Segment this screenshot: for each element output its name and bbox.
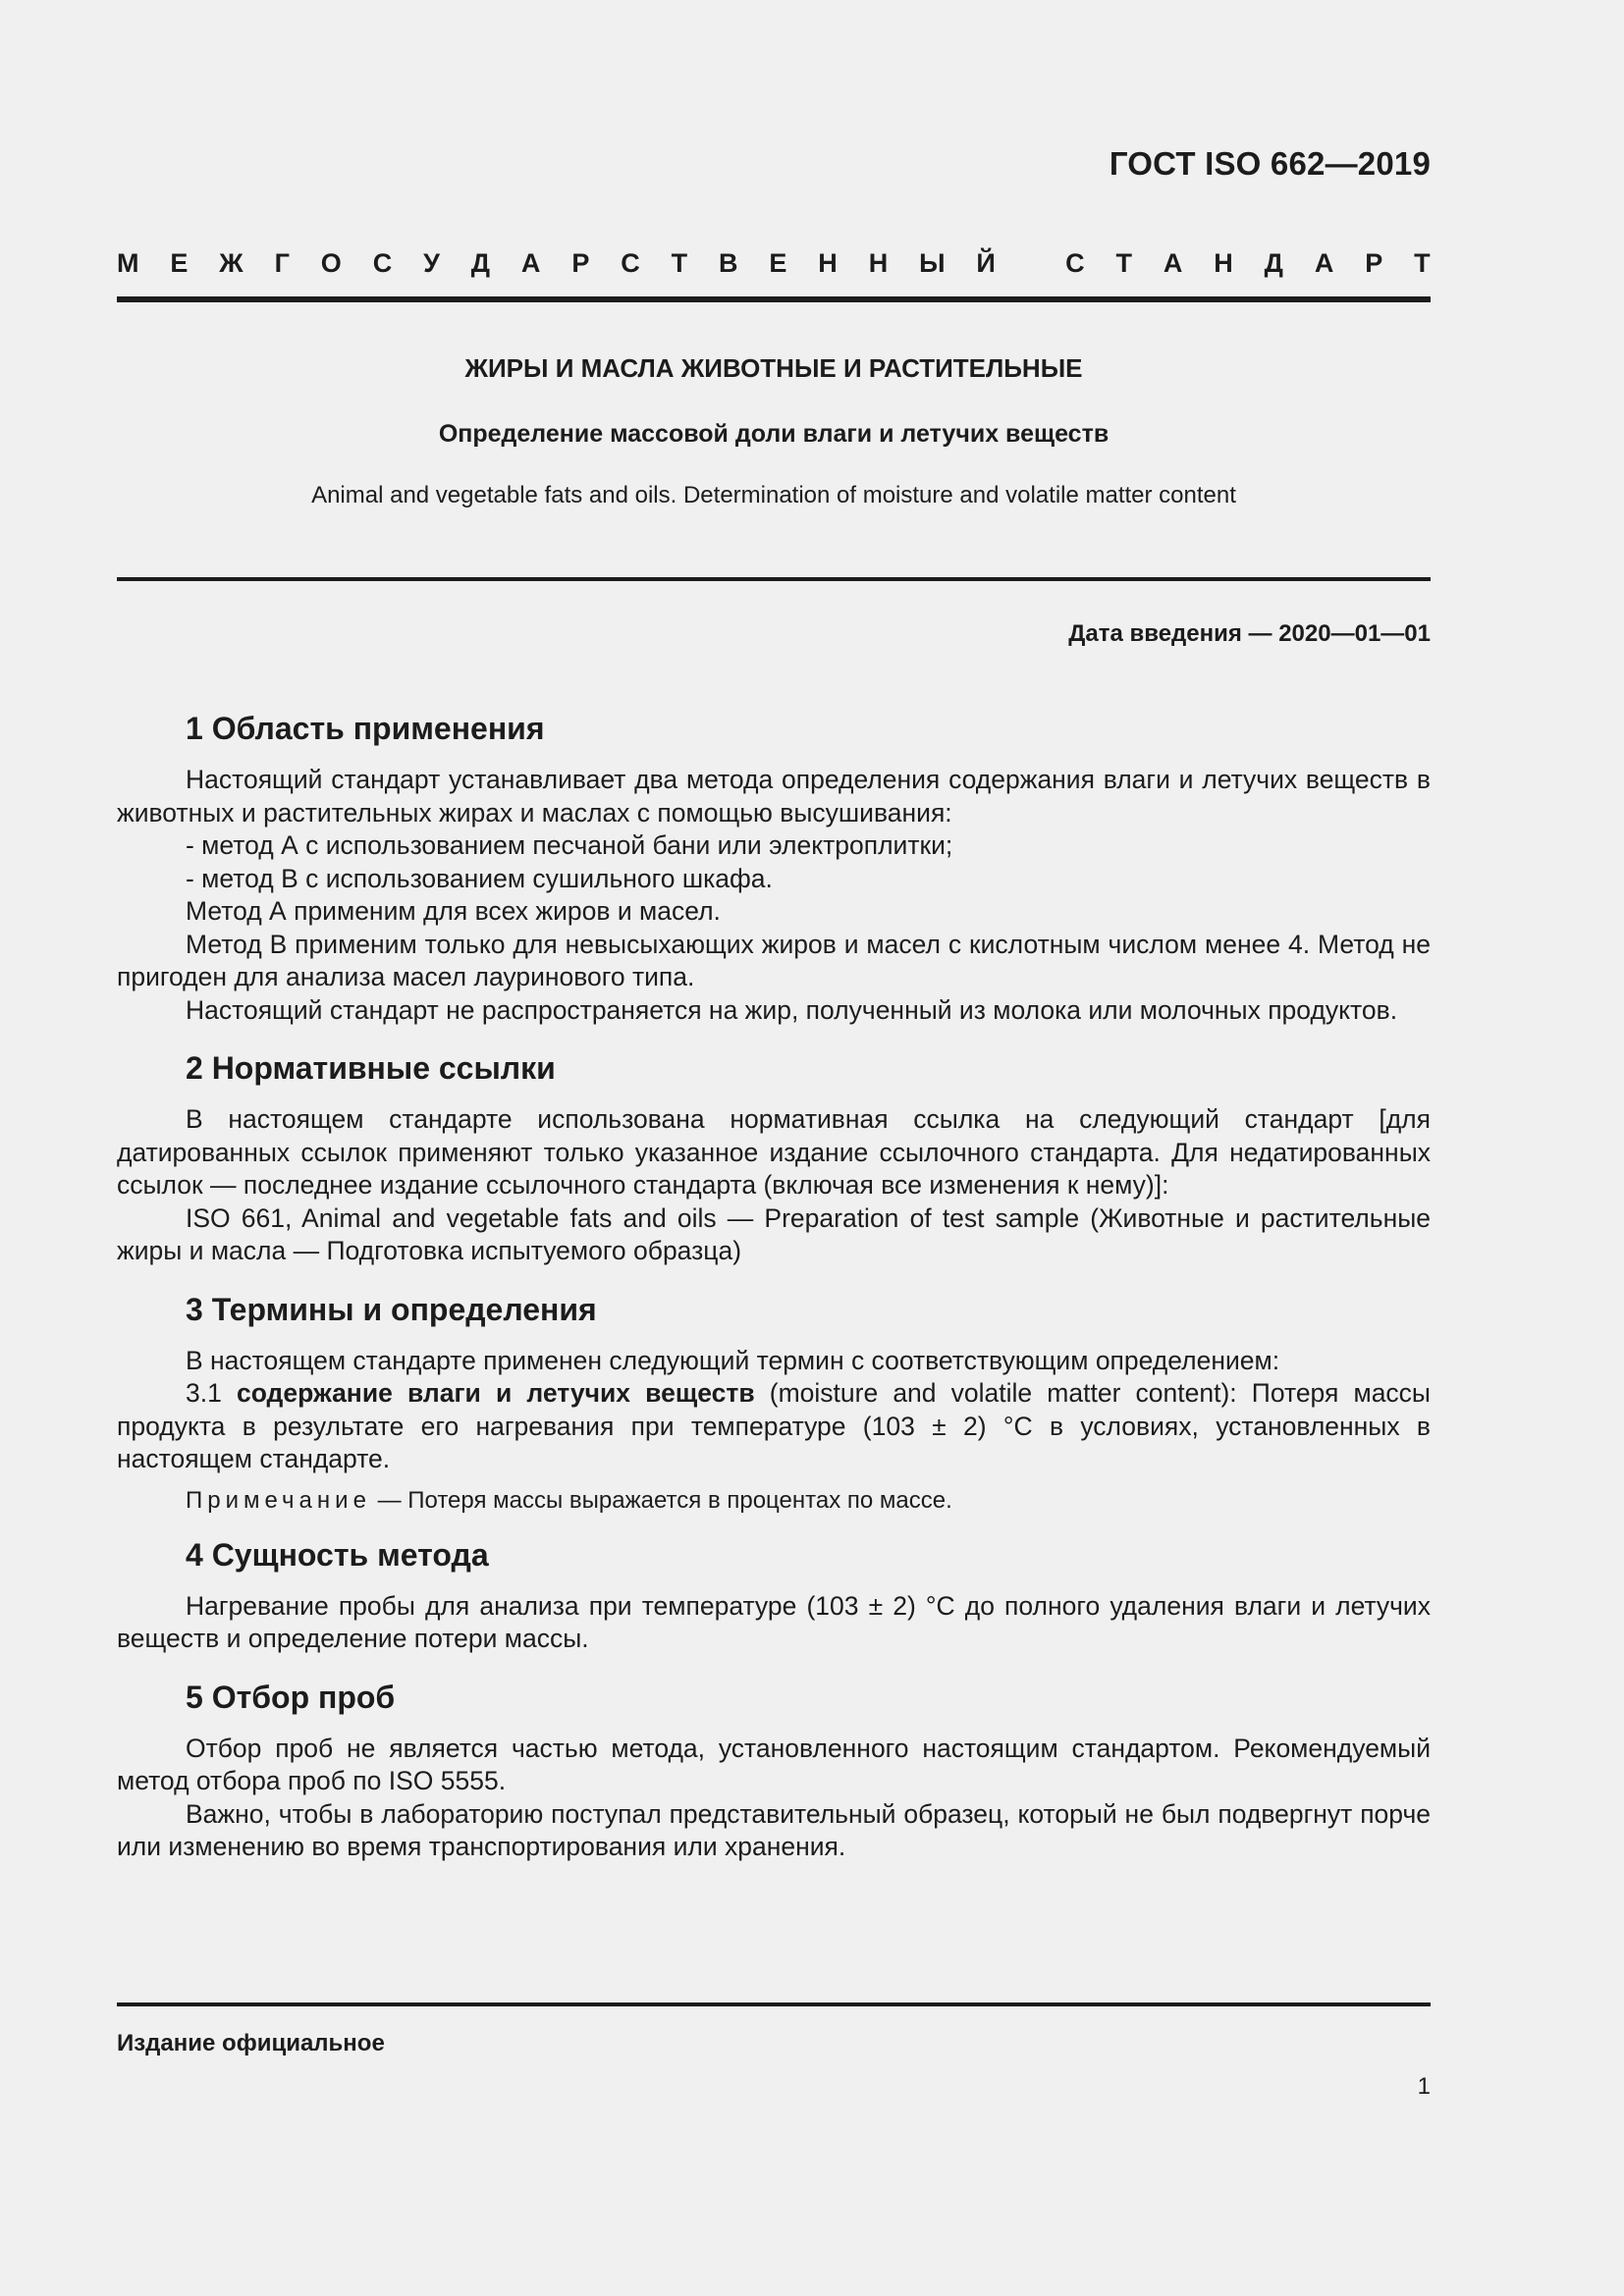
banner-letter: Р bbox=[1365, 248, 1383, 278]
banner-letter: А bbox=[520, 248, 541, 278]
note bbox=[117, 1482, 1431, 1520]
banner-letter: Н bbox=[818, 248, 838, 278]
banner-letter: А bbox=[1163, 248, 1183, 278]
section-heading-principle: 4 Сущность метода bbox=[186, 1536, 489, 1573]
introduction-date: Дата введения — 2020—01—01 bbox=[1068, 620, 1431, 647]
banner-letter: Е bbox=[170, 248, 189, 278]
banner-letter: С bbox=[621, 248, 640, 278]
paragraph: Настоящий стандарт не распространяется на жир, полученный из молока или молочных продуктов. bbox=[186, 994, 1398, 1025]
term-definition bbox=[117, 1377, 1431, 1476]
title-divider bbox=[117, 577, 1431, 581]
term-text: (moisture and volatile matter content): Потеря массы продукта в результате его нагревания при температуре (103 ± 2) °С в условиях, установленных в настоящем стандарте. bbox=[117, 1378, 1431, 1473]
banner-letter: Т bbox=[671, 248, 688, 278]
paragraph: ISO 661, Animal and vegetable fats and oils — Preparation of test sample (Животные и растительные жиры и масла — Подготовка испытуемого образца) bbox=[117, 1202, 1431, 1265]
section-heading-references: 2 Нормативные ссылки bbox=[186, 1050, 556, 1086]
paragraph: Отбор проб не является частью метода, установленного настоящим стандартом. Рекомендуемый метод отбора проб по ISO 5555. bbox=[117, 1733, 1431, 1795]
list-item: - метод А с использованием песчаной бани или электроплитки; bbox=[186, 830, 953, 860]
paragraph: В настоящем стандарте использована нормативная ссылка на следующий стандарт [для датированных ссылок применяют только указанное издание ссылочного стандарта. Для недатированных ссылок — последнее издание ссылочного стандарта (включая все изменения к нему)]: bbox=[117, 1104, 1431, 1200]
banner-letter: С bbox=[372, 248, 393, 278]
standard-type-banner bbox=[117, 248, 1431, 279]
banner-letter: Р bbox=[571, 248, 590, 278]
banner-letter: Ж bbox=[219, 248, 244, 278]
english-title: Animal and vegetable fats and oils. Determination of moisture and volatile matter content bbox=[311, 482, 1236, 508]
banner-letter: Д bbox=[1264, 248, 1283, 278]
banner-letter: Н bbox=[868, 248, 889, 278]
page-number: 1 bbox=[1417, 2073, 1431, 2100]
note-text: — Потеря массы выражается в процентах по массе. bbox=[377, 1486, 952, 1514]
banner-letter: М bbox=[117, 248, 139, 278]
section-heading-scope: 1 Область применения bbox=[186, 711, 545, 746]
banner-letter: В bbox=[719, 248, 738, 278]
banner-letter: Т bbox=[1115, 248, 1132, 278]
document-subtitle: Определение массовой доли влаги и летучих веществ bbox=[438, 420, 1110, 448]
paragraph: В настоящем стандарте применен следующий термин с соответствующим определением: bbox=[186, 1345, 1280, 1375]
footer-divider bbox=[117, 2002, 1431, 2006]
paragraph: Метод В применим только для невысыхающих жиров и масел с кислотным числом менее 4. Метод не пригоден для анализа масел лауринового типа. bbox=[117, 929, 1431, 991]
banner-letter: С bbox=[1065, 248, 1085, 278]
banner-letter: Н bbox=[1214, 248, 1233, 278]
paragraph: Метод А применим для всех жиров и масел. bbox=[186, 896, 721, 926]
term-name: содержание влаги и летучих веществ bbox=[236, 1378, 755, 1408]
document-code: ГОСТ ISO 662—2019 bbox=[1109, 145, 1431, 182]
edition-label: Издание официальное bbox=[117, 2030, 385, 2056]
banner-letter: Т bbox=[1414, 248, 1431, 278]
list-item: - метод В с использованием сушильного шкафа. bbox=[186, 863, 773, 893]
section-heading-terms: 3 Термины и определения bbox=[186, 1291, 597, 1327]
document-title: ЖИРЫ И МАСЛА ЖИВОТНЫЕ И РАСТИТЕЛЬНЫЕ bbox=[464, 353, 1083, 383]
banner-gap bbox=[1027, 248, 1035, 279]
banner-letter: Д bbox=[470, 248, 491, 278]
banner-letter: Г bbox=[274, 248, 290, 278]
banner-letter: Й bbox=[976, 248, 996, 278]
banner-letter: У bbox=[423, 248, 440, 278]
banner-letter: О bbox=[320, 248, 342, 278]
banner-letter: А bbox=[1314, 248, 1334, 278]
banner-letter: Ы bbox=[919, 248, 946, 278]
header-divider bbox=[117, 296, 1431, 302]
term-number: 3.1 bbox=[186, 1378, 222, 1408]
paragraph: Настоящий стандарт устанавливает два метода определения содержания влаги и летучих веществ в животных и растительных жирах и маслах с помощью высушивания: bbox=[117, 765, 1431, 828]
document-body bbox=[117, 705, 1431, 1864]
banner-letter: Е bbox=[769, 248, 787, 278]
section-heading-sampling: 5 Отбор проб bbox=[186, 1679, 396, 1715]
note-label: Примечание bbox=[186, 1486, 371, 1514]
paragraph: Нагревание пробы для анализа при температуре (103 ± 2) °С до полного удаления влаги и летучих веществ и определение потери массы. bbox=[117, 1590, 1431, 1653]
paragraph: Важно, чтобы в лабораторию поступал представительный образец, который не был подвергнут порче или изменению во время транспортирования или хранения. bbox=[117, 1798, 1431, 1861]
